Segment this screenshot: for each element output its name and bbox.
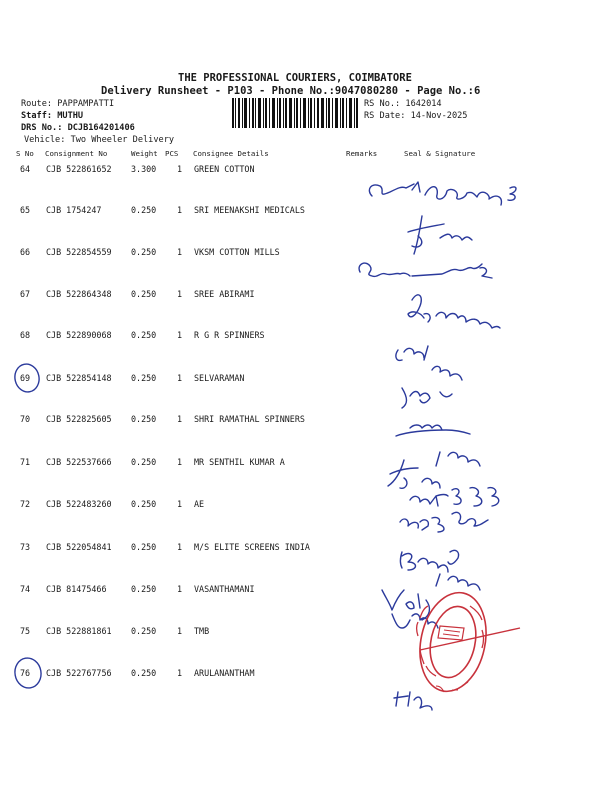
row-consignee: R G R SPINNERS: [194, 330, 265, 340]
signature-mark: [388, 460, 499, 506]
row-consignee: ARULANANTHAM: [194, 668, 255, 678]
runsheet-title: Delivery Runsheet - P103 - Phone No.:9047080280 - Page No.:6: [101, 85, 481, 97]
col-seal: Seal & Signature: [404, 149, 476, 158]
vehicle-label: Vehicle: Two Wheeler Delivery: [24, 135, 175, 145]
row-weight: 0.250: [131, 289, 157, 299]
row-consignee: TMB: [194, 626, 210, 636]
row-weight: 0.250: [131, 626, 157, 636]
row-consignment: CJB 522861652: [46, 164, 112, 174]
row-pcs: 1: [177, 205, 183, 215]
drs-label: DRS No.: DCJB164201406: [21, 123, 135, 133]
row-consignment: CJB 522537666: [46, 457, 112, 467]
row-pcs: 1: [177, 247, 183, 257]
route-label: Route: PAPPAMPATTI: [21, 99, 115, 109]
row-sno: 74: [20, 584, 31, 594]
col-pcs: PCS: [165, 149, 179, 158]
row-weight: 0.250: [131, 414, 157, 424]
row-pcs: 1: [177, 289, 183, 299]
col-sno: S No: [16, 149, 34, 158]
row-pcs: 1: [177, 668, 183, 678]
row-weight: 0.250: [131, 330, 157, 340]
row-pcs: 1: [177, 414, 183, 424]
signature-mark: [408, 216, 472, 254]
row-sno: 71: [20, 457, 31, 467]
barcode: [232, 98, 360, 128]
row-sno: 65: [20, 205, 31, 215]
row-consignment: CJB 522854559: [46, 247, 112, 257]
row-consignee: SHRI RAMATHAL SPINNERS: [194, 414, 305, 424]
row-consignment: CJB 522864348: [46, 289, 112, 299]
rs-no: RS No.: 1642014: [364, 99, 442, 109]
col-consignee: Consignee Details: [193, 149, 269, 158]
row-consignee: VKSM COTTON MILLS: [194, 247, 280, 257]
row-consignee: SRI MEENAKSHI MEDICALS: [194, 205, 305, 215]
row-consignee: VASANTHAMANI: [194, 584, 255, 594]
row-consignment: CJB 522890068: [46, 330, 112, 340]
row-weight: 0.250: [131, 457, 157, 467]
row-consignment: CJB 522881861: [46, 626, 112, 636]
row-consignment: CJB 522767756: [46, 668, 112, 678]
row-pcs: 1: [177, 626, 183, 636]
company-title: THE PROFESSIONAL COURIERS, COIMBATORE: [178, 72, 412, 84]
row-weight: 0.250: [131, 499, 157, 509]
row-consignee: SELVARAMAN: [194, 373, 245, 383]
row-pcs: 1: [177, 164, 183, 174]
row-pcs: 1: [177, 457, 183, 467]
row-consignee: GREEN COTTON: [194, 164, 255, 174]
signature-mark: [396, 346, 462, 408]
row-weight: 3.300: [131, 164, 157, 174]
staff-label: Staff: MUTHU: [21, 111, 84, 121]
stamp-seal: [411, 586, 520, 697]
signature-mark: [382, 590, 438, 628]
row-consignment: CJB 522483260: [46, 499, 112, 509]
row-sno: 76: [20, 668, 31, 678]
row-weight: 0.250: [131, 668, 157, 678]
row-consignee: SREE ABIRAMI: [194, 289, 255, 299]
row-weight: 0.250: [131, 373, 157, 383]
row-sno: 73: [20, 542, 31, 552]
col-weight: Weight: [131, 149, 158, 158]
row-consignment: CJB 81475466: [46, 584, 107, 594]
row-pcs: 1: [177, 542, 183, 552]
row-pcs: 1: [177, 330, 183, 340]
row-consignment: CJB 522825605: [46, 414, 112, 424]
row-sno: 64: [20, 164, 31, 174]
col-remarks: Remarks: [346, 149, 378, 158]
signature-mark: [396, 425, 480, 466]
row-pcs: 1: [177, 373, 183, 383]
row-consignment: CJB 1754247: [46, 205, 102, 215]
row-consignment: CJB 522854148: [46, 373, 112, 383]
signature-mark: [400, 512, 488, 532]
row-sno: 67: [20, 289, 31, 299]
signature-mark: [408, 295, 500, 328]
rs-date: RS Date: 14-Nov-2025: [364, 111, 468, 121]
row-pcs: 1: [177, 499, 183, 509]
row-consignee: AE: [194, 499, 205, 509]
signature-mark: [369, 182, 516, 205]
row-sno: 66: [20, 247, 31, 257]
signature-mark: [401, 550, 481, 590]
row-sno: 69: [20, 373, 31, 383]
row-sno: 72: [20, 499, 31, 509]
row-weight: 0.250: [131, 542, 157, 552]
row-weight: 0.250: [131, 584, 157, 594]
row-sno: 75: [20, 626, 31, 636]
signature-mark: [359, 263, 492, 278]
row-consignment: CJB 522054841: [46, 542, 112, 552]
signature-mark: [394, 692, 432, 710]
col-consignment: Consignment No: [45, 149, 108, 158]
row-consignee: M/S ELITE SCREENS INDIA: [194, 542, 310, 552]
row-consignee: MR SENTHIL KUMAR A: [194, 457, 285, 467]
row-sno: 68: [20, 330, 31, 340]
row-weight: 0.250: [131, 247, 157, 257]
row-pcs: 1: [177, 584, 183, 594]
row-weight: 0.250: [131, 205, 157, 215]
row-sno: 70: [20, 414, 31, 424]
